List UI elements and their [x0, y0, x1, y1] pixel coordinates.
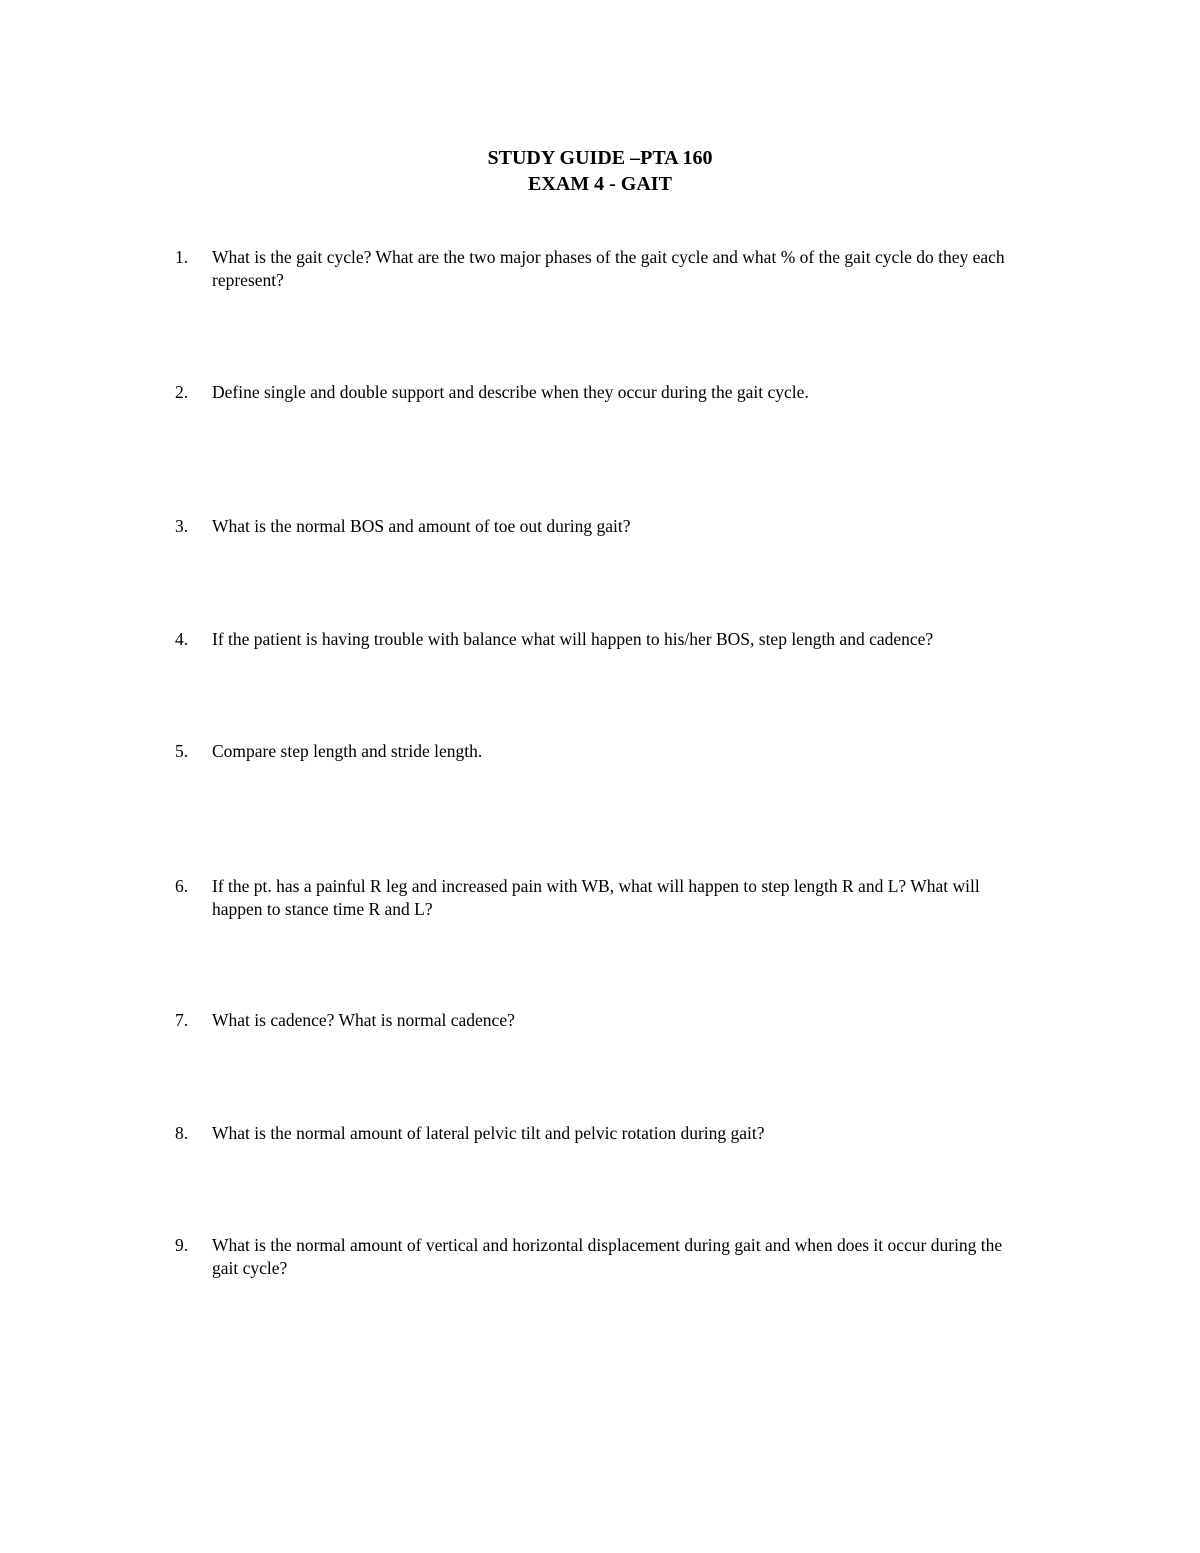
question-number: 5.: [175, 741, 189, 761]
question-item: [175, 628, 1035, 651]
question-item: [175, 1009, 1035, 1032]
question-number: 3.: [175, 516, 189, 536]
question-text: What is cadence? What is normal cadence?: [212, 1010, 515, 1030]
question-text: Define single and double support and describe when they occur during the gait cycle.: [212, 382, 809, 402]
question-item: [175, 1122, 1035, 1145]
question-number: 9.: [175, 1235, 189, 1255]
question-item: [175, 381, 1035, 404]
question-text: Compare step length and stride length.: [212, 741, 483, 761]
question-number: 7.: [175, 1010, 189, 1030]
question-item: [175, 515, 1035, 538]
question-text: If the pt. has a painful R leg and increased pain with WB, what will happen to step length R and L? What will happen to stance time R and L?: [212, 876, 980, 919]
question-number: 2.: [175, 382, 189, 402]
document-title: STUDY GUIDE –PTA 160: [487, 147, 713, 169]
question-number: 8.: [175, 1123, 189, 1143]
document-subtitle: EXAM 4 - GAIT: [528, 173, 672, 195]
question-item: [175, 875, 1035, 921]
question-text: If the patient is having trouble with balance what will happen to his/her BOS, step length and cadence?: [212, 629, 934, 649]
question-item: [175, 740, 1035, 763]
question-text: What is the normal amount of lateral pelvic tilt and pelvic rotation during gait?: [212, 1123, 765, 1143]
question-number: 1.: [175, 247, 189, 267]
question-text: What is the normal amount of vertical and horizontal displacement during gait and when does it occur during the gait cycle?: [212, 1235, 1003, 1278]
question-number: 6.: [175, 876, 189, 896]
question-item: [175, 1234, 1035, 1280]
question-item: [175, 246, 1035, 292]
question-text: What is the normal BOS and amount of toe out during gait?: [212, 516, 631, 536]
question-text: What is the gait cycle? What are the two major phases of the gait cycle and what % of the gait cycle do they each represent?: [212, 247, 1005, 290]
question-number: 4.: [175, 629, 189, 649]
